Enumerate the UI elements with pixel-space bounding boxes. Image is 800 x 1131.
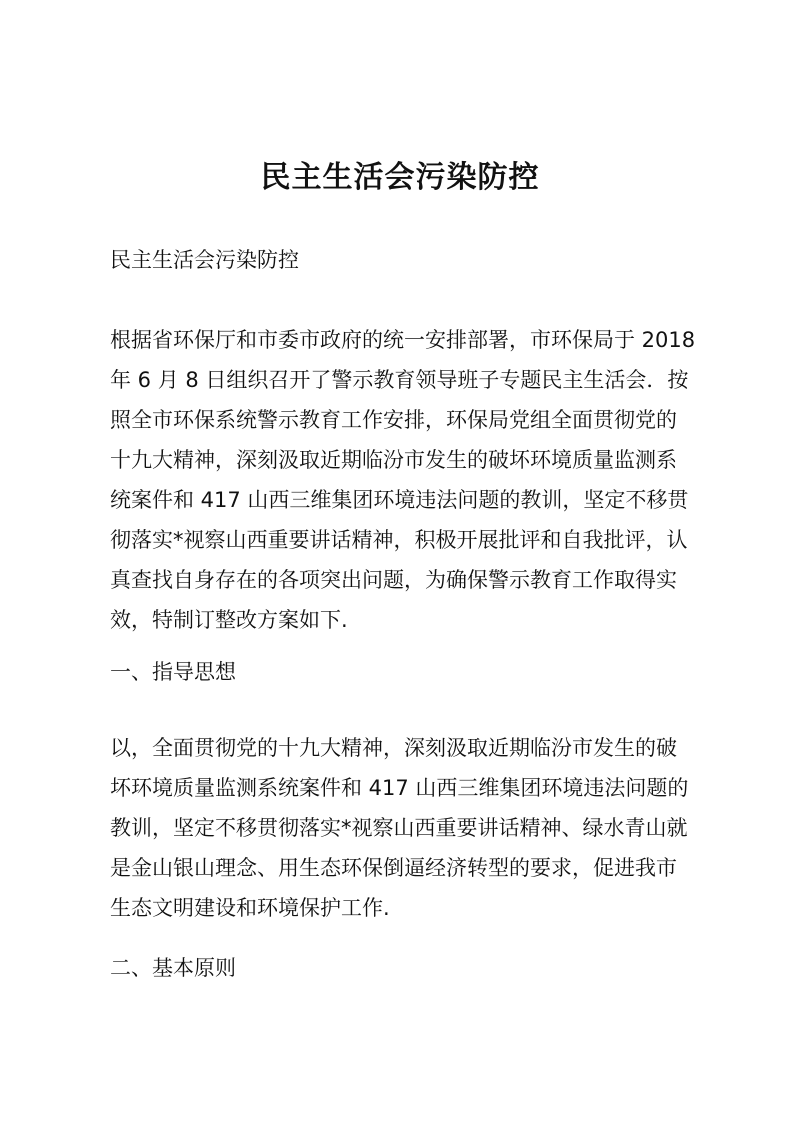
paragraph-line: 是金山银山理念、用生态环保倒逼经济转型的要求，促进我市: [110, 856, 677, 880]
paragraph-line: 年 6 月 8 日组织召开了警示教育领导班子专题民主生活会．按: [110, 368, 689, 392]
paragraph-line: 效，特制订整改方案如下.: [110, 608, 348, 632]
paragraph-line: 彻落实*视察山西重要讲话精神，积极开展批评和自我批评，认: [110, 528, 688, 552]
paragraph-line: 统案件和 417 山西三维集团环境违法问题的教训，坚定不移贯: [110, 488, 689, 512]
section-heading-basic-principles: 二、基本原则: [110, 956, 236, 980]
section-heading-guiding-thought: 一、指导思想: [110, 660, 236, 684]
document-subtitle: 民主生活会污染防控: [110, 248, 299, 272]
paragraph-line: 真查找自身存在的各项突出问题，为确保警示教育工作取得实: [110, 568, 677, 592]
paragraph-line: 以，全面贯彻党的十九大精神，深刻汲取近期临汾市发生的破: [110, 736, 677, 760]
paragraph-line: 照全市环保系统警示教育工作安排，环保局党组全面贯彻党的: [110, 408, 677, 432]
paragraph-line: 教训，坚定不移贯彻落实*视察山西重要讲话精神、绿水青山就: [110, 816, 688, 840]
document-title: 民主生活会污染防控: [260, 160, 540, 195]
paragraph-line: 十九大精神，深刻汲取近期临汾市发生的破坏环境质量监测系: [110, 448, 677, 472]
paragraph-line: 生态文明建设和环境保护工作.: [110, 896, 390, 920]
guiding-thought-paragraph: [110, 728, 700, 928]
paragraph-line: 根据省环保厅和市委市政府的统一安排部署，市环保局于 2018: [110, 328, 696, 352]
paragraph-line: 坏环境质量监测系统案件和 417 山西三维集团环境违法问题的: [110, 776, 689, 800]
intro-paragraph: [110, 320, 700, 640]
